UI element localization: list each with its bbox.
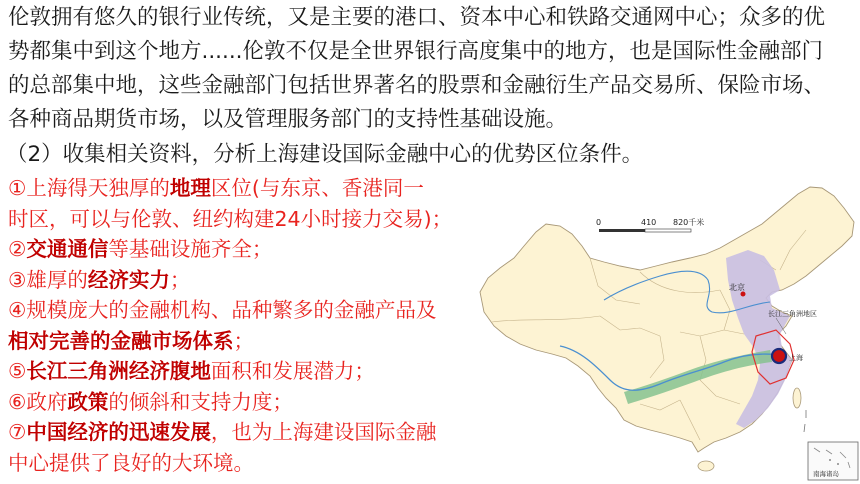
answer-list — [8, 173, 452, 478]
answer-keyword: 地理 — [169, 176, 211, 200]
answer-line — [8, 448, 452, 479]
passage-line: 伦敦拥有悠久的银行业传统，又是主要的港口、资本中心和铁路交通网中心；众多的优 — [8, 5, 826, 30]
answer-text: ①上海得天独厚的 — [8, 176, 170, 200]
scale-label: 0 — [596, 218, 602, 227]
scale-label: 410 — [641, 218, 657, 227]
answer-line — [8, 417, 452, 448]
passage-line: 各种商品期货市场，以及管理服务部门的支持性基础设施。 — [8, 107, 568, 132]
passage — [8, 1, 825, 137]
answer-text: ； — [169, 267, 191, 292]
answer-text: ； — [233, 328, 254, 353]
answer-text: 等基础设施齐全； — [108, 237, 273, 261]
answer-keyword: 经济实力 — [87, 267, 170, 292]
answer-text: ③雄厚的 — [8, 267, 88, 292]
label-delta: 长江三角洲地区 — [768, 310, 817, 318]
answer-line — [8, 173, 452, 204]
shanghai-marker-icon — [772, 349, 786, 363]
question: （2）收集相关资料，分析上海建设国际金融中心的优势区位条件。 — [6, 142, 644, 167]
answer-text: ⑦ — [8, 420, 27, 444]
taiwan-island — [793, 388, 801, 408]
label-inset: 南海诸岛 — [813, 470, 839, 478]
answer-line — [8, 295, 452, 326]
answer-keyword: 相对完善的金融市场体系 — [8, 328, 234, 353]
scale-segment — [645, 229, 691, 232]
answer-keyword: 交通通信 — [26, 237, 109, 261]
answer-line — [8, 234, 452, 265]
answer-keyword: 中国经济的迅速发展 — [26, 420, 211, 444]
answer-text: 时区，可以与伦敦、纽约构建24小时接力交易)； — [8, 206, 453, 231]
label-beijing: 北京 — [729, 283, 745, 292]
answer-keyword: 长江三角洲经济腹地 — [26, 359, 211, 383]
scale-label: 820千米 — [673, 218, 705, 227]
answer-text: 区位(与东京、香港同一 — [210, 176, 424, 200]
scale-bar — [596, 217, 704, 232]
answer-line — [8, 326, 452, 357]
answer-text: ④规模庞大的金融机构、品种繁多的金融产品及 — [8, 298, 437, 322]
answer-line — [8, 356, 452, 387]
answer-line — [8, 204, 452, 235]
passage-line: 的总部集中地，这些金融部门包括世界著名的股票和金融衍生产品交易所、保险市场、 — [8, 73, 826, 98]
answer-text: 的倾斜和支持力度； — [108, 389, 293, 414]
answer-text: ⑤ — [8, 359, 27, 383]
china-map-icon — [470, 180, 860, 484]
answer-line — [8, 265, 452, 296]
answer-text: ② — [8, 237, 27, 261]
south-china-sea-inset — [808, 442, 858, 480]
answer-text: ⑥政府 — [8, 389, 68, 414]
answer-line — [8, 387, 452, 418]
label-shanghai: 上海 — [789, 354, 803, 362]
scale-segment — [599, 229, 645, 232]
answer-text: ，也为上海建设国际金融 — [210, 420, 437, 444]
answer-text: 面积和发展潜力； — [210, 359, 375, 383]
beijing-marker-icon — [741, 292, 746, 297]
answer-text: 中心提供了良好的大环境。 — [8, 450, 254, 475]
answer-keyword: 政策 — [67, 389, 109, 414]
hainan-island — [698, 461, 714, 471]
passage-line: 势都集中到这个地方......伦敦不仅是全世界银行高度集中的地方，也是国际性金融部门 — [8, 39, 824, 64]
china-outline — [480, 187, 854, 452]
sea-boundary-dashes — [804, 410, 806, 432]
